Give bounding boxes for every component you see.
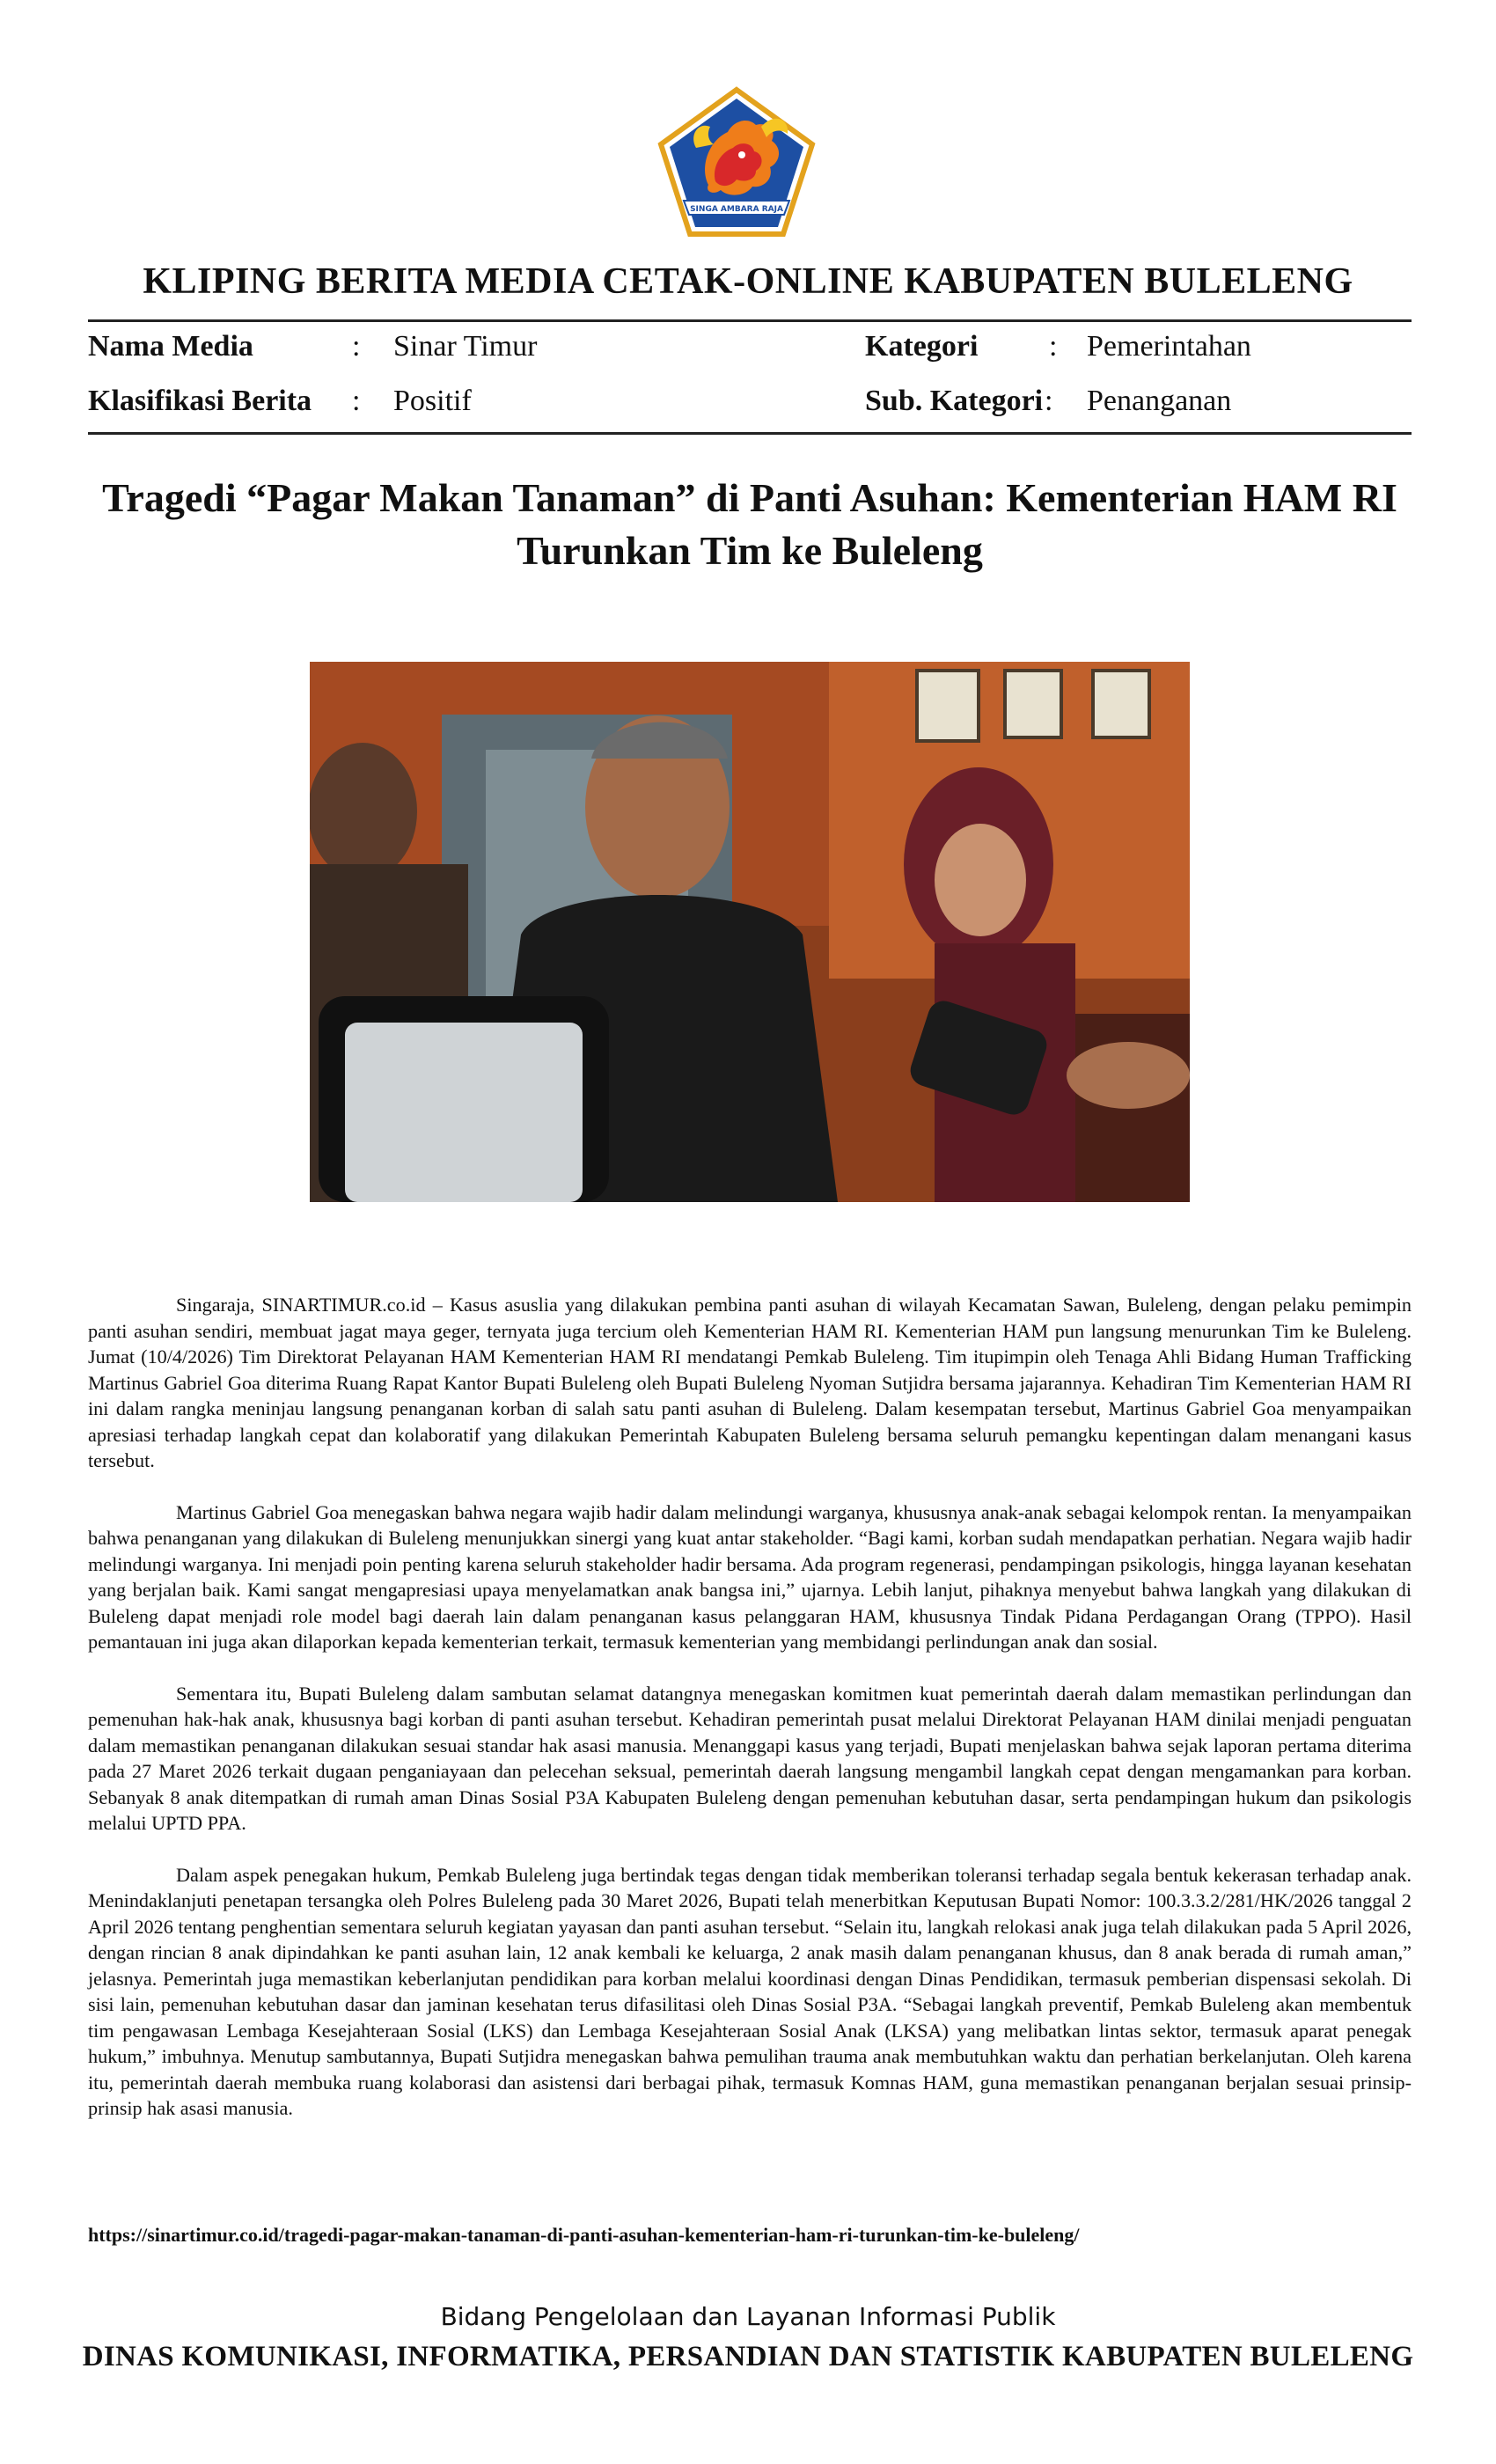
kategori-label: Kategori	[865, 330, 979, 363]
article-body	[88, 1292, 1412, 2147]
singa-ambara-raja-crest-icon	[657, 86, 816, 238]
klasifikasi-colon: :	[352, 385, 361, 417]
media-label: Nama Media	[88, 330, 253, 363]
media-colon: :	[352, 330, 361, 363]
subkategori-value: Penanganan	[1087, 385, 1232, 417]
article-paragraph-4: Dalam aspek penegakan hukum, Pemkab Buleleng juga bertindak tegas dengan tidak memberikan toleransi terhadap segala bentuk kekerasan terhadap anak. Menindaklanjuti penetapan tersangka oleh Polres Buleleng pada 30 Maret 2026, Bupati telah menerbitkan Keputusan Bupati Nomor: 100.3.3.2/281/HK/2026 tanggal 2 April 2026 tentang penghentian sementara seluruh kegiatan yayasan dan panti asuhan tersebut. “Selain itu, langkah relokasi anak juga telah dilakukan pada 5 April 2026, dengan rincian 8 anak dipindahkan ke panti asuhan lain, 12 anak kembali ke keluarga, 2 anak masih dalam penanganan khusus, dan 8 anak berada di rumah aman,” jelasnya. Pemerintah juga memastikan keberlanjutan pendidikan para korban melalui koordinasi dengan Dinas Pendidikan, termasuk pemberian dispensasi sekolah. Di sisi lain, pemenuhan kebutuhan dasar dan jaminan kesehatan terus difasilitasi oleh Dinas Sosial P3A. “Sebagai langkah preventif, Pemkab Buleleng akan membentuk tim pengawasan Lembaga Kesejahteraan Sosial (LKS) dan Lembaga Kesejahteraan Sosial Anak (LKSA) yang melibatkan lintas sektor, termasuk aparat penegak hukum,” imbuhnya. Menutup sambutannya, Bupati Sutjidra menegaskan bahwa pemulihan trauma anak membutuhkan waktu dan perhatian berkelanjutan. Oleh karena itu, pemerintah daerah membuka ruang kolaborasi dan asistensi dari berbagai pihak, termasuk Komnas HAM, guna memastikan penanganan berjalan sesuai prinsip-prinsip hak asasi manusia.	[88, 1863, 1412, 2119]
top-divider	[88, 319, 1412, 322]
klasifikasi-value: Positif	[393, 385, 472, 417]
footer-department: Bidang Pengelolaan dan Layanan Informasi Publik	[440, 2302, 1056, 2331]
document-title: KLIPING BERITA MEDIA CETAK-ONLINE KABUPATEN BULELENG	[143, 261, 1353, 302]
subkategori-label: Sub. Kategori	[865, 385, 1044, 417]
kategori-colon: :	[1049, 330, 1058, 363]
meta-row-1	[0, 329, 1496, 368]
press-interview-photo	[310, 662, 1190, 1202]
klasifikasi-label: Klasifikasi Berita	[88, 385, 312, 417]
footer-agency: DINAS KOMUNIKASI, INFORMATIKA, PERSANDIAN DAN STATISTIK KABUPATEN BULELENG	[82, 2341, 1414, 2372]
subkategori-colon: :	[1045, 385, 1053, 417]
article-paragraph-3: Sementara itu, Bupati Buleleng dalam sambutan selamat datangnya menegaskan komitmen kuat pemerintah daerah dalam memastikan perlindungan dan pemenuhan hak-hak anak, khususnya bagi korban di panti asuhan tersebut. Kehadiran pemerintah pusat melalui Direktorat Pelayanan HAM dinilai menjadi penguatan dalam memastikan penanganan dilakukan sesuai standar hak asasi manusia. Menanggapi kasus yang terjadi, Bupati menjelaskan bahwa sejak laporan pertama diterima pada 27 Maret 2026 terkait dugaan penganiayaan dan pelecehan seksual, pemerintah daerah langsung mengambil langkah cepat dengan mengamankan para korban. Sebanyak 8 anak ditempatkan di rumah aman Dinas Sosial P3A Kabupaten Buleleng dengan pemenuhan kebutuhan dasar, serta pendampingan hukum dan psikologis melalui UPTD PPA.	[88, 1682, 1412, 1834]
article-paragraph-2: Martinus Gabriel Goa menegaskan bahwa negara wajib hadir dalam melindungi warganya, khususnya anak-anak sebagai kelompok rentan. Ia menyampaikan bahwa penanganan yang dilakukan di Buleleng menunjukkan sinergi yang kuat antar stakeholder. “Bagi kami, korban sudah mendapatkan perhatian. Negara wajib hadir melindungi warganya. Ini menjadi poin penting karena seluruh stakeholder hadir bersama. Ada program regenerasi, pendampingan psikologis, hingga layanan kesehatan yang berjalan baik. Kami sangat mengapresiasi upaya menyelamatkan anak bangsa ini,” ujarnya. Lebih lanjut, pihaknya menyebut bahwa langkah yang dilakukan di Buleleng dapat menjadi role model bagi daerah lain dalam penanganan kasus pelanggaran HAM, khususnya Tindak Pidana Perdagangan Orang (TPPO). Hasil pemantauan ini juga akan dilaporkan kepada kementerian terkait, termasuk kementerian yang membidangi perlindungan anak dan sosial.	[88, 1500, 1412, 1653]
article-paragraph-1: Singaraja, SINARTIMUR.co.id – Kasus asuslia yang dilakukan pembina panti asuhan di wilayah Kecamatan Sawan, Buleleng, dengan pelaku pemimpin panti asuhan sendiri, membuat jagat maya geger, ternyata juga tercium oleh Kementerian HAM RI. Kementerian HAM pun langsung menurunkan Tim ke Buleleng. Jumat (10/4/2026) Tim Direktorat Pelayanan HAM Kementerian HAM RI mendatangi Pemkab Buleleng. Tim itupimpin oleh Tenaga Ahli Bidang Human Trafficking Martinus Gabriel Goa diterima Ruang Rapat Kantor Bupati Buleleng oleh Bupati Buleleng Nyoman Sutjidra bersama jajarannya. Kehadiran Tim Kementerian HAM RI ini dalam rangka meninjau langsung penanganan korban di salah satu panti asuhan di Buleleng. Dalam kesempatan tersebut, Martinus Gabriel Goa menyampaikan apresiasi terhadap langkah cepat dan kolaboratif yang dilakukan Pemerintah Kabupaten Buleleng bersama seluruh pemangku kepentingan dalam menangani kasus tersebut.	[88, 1294, 1412, 1471]
crest-svg	[657, 86, 816, 238]
article-headline: Tragedi “Pagar Makan Tanaman” di Panti Asuhan: Kementerian HAM RI Turunkan Tim ke Buleleng	[102, 475, 1397, 573]
source-link[interactable]: https://sinartimur.co.id/tragedi-pagar-makan-tanaman-di-panti-asuhan-kementerian-ham-ri-turunkan-tim-ke-buleleng/	[88, 2224, 1080, 2246]
kategori-value: Pemerintahan	[1087, 330, 1251, 363]
media-value: Sinar Timur	[393, 330, 538, 363]
bottom-divider	[88, 432, 1412, 435]
svg-text:SINGA AMBARA RAJA: SINGA AMBARA RAJA	[690, 205, 783, 214]
meta-row-2	[0, 384, 1496, 422]
photo-svg	[310, 662, 1190, 1202]
